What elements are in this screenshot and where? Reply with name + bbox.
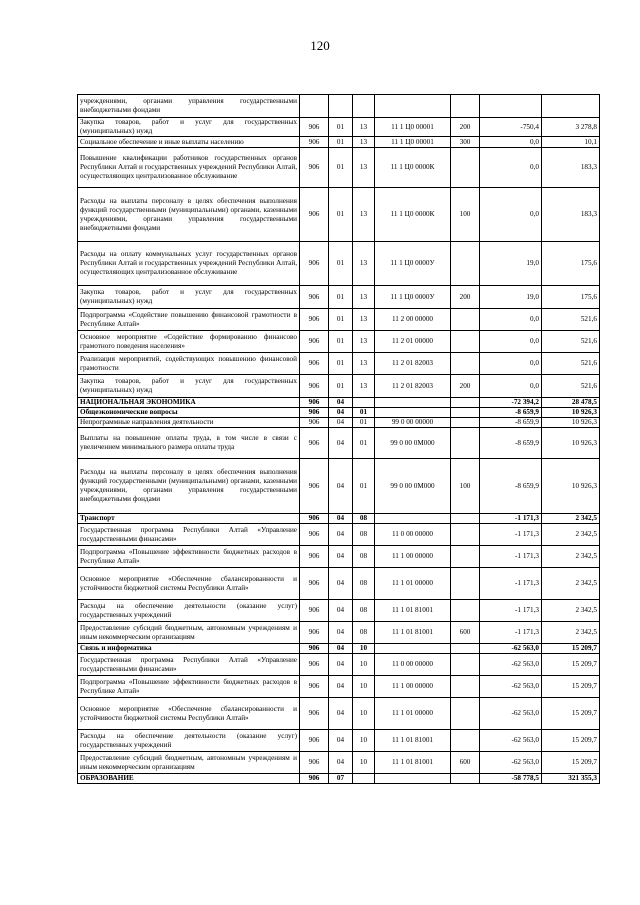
page-number: 120 <box>310 38 330 53</box>
subsection-code: 13 <box>353 148 375 188</box>
expense-type-code: 300 <box>451 137 480 148</box>
row-label: Государственная программа Республики Алтай «Управление государственными финансами» <box>78 654 300 676</box>
table-row <box>78 730 600 752</box>
subsection-code: 13 <box>353 331 375 353</box>
section-code: 04 <box>329 600 353 622</box>
section-code: 04 <box>329 524 353 546</box>
section-code: 01 <box>329 148 353 188</box>
subsection-code: 08 <box>353 622 375 644</box>
subsection-code: 10 <box>353 698 375 730</box>
expense-type-code <box>451 676 480 698</box>
total-amount: 175,6 <box>542 242 600 286</box>
change-amount: 0,0 <box>480 353 542 375</box>
expense-type-code <box>451 524 480 546</box>
row-label: Социальное обеспечение и иные выплаты населению <box>78 137 300 148</box>
table-row <box>78 676 600 698</box>
expense-type-code <box>451 546 480 568</box>
grbs-code: 906 <box>300 774 329 784</box>
section-code: 07 <box>329 774 353 784</box>
change-amount: -62 563,0 <box>480 730 542 752</box>
section-code: 04 <box>329 408 353 418</box>
change-amount: -8 659,9 <box>480 459 542 514</box>
change-amount: -1 171,3 <box>480 622 542 644</box>
target-item-code: 11 1 00 00000 <box>375 676 451 698</box>
row-label: Закупка товаров, работ и услуг для государственных (муниципальных) нужд <box>78 375 300 398</box>
expense-type-code <box>451 148 480 188</box>
target-item-code <box>375 644 451 654</box>
expense-type-code: 200 <box>451 375 480 398</box>
change-amount: -1 171,3 <box>480 546 542 568</box>
change-amount: 0,0 <box>480 375 542 398</box>
row-label: Подпрограмма «Повышение эффективности бюджетных расходов в Республике Алтай» <box>78 676 300 698</box>
table-row <box>78 188 600 242</box>
target-item-code <box>375 408 451 418</box>
change-amount: -8 659,9 <box>480 428 542 459</box>
total-amount: 521,6 <box>542 331 600 353</box>
row-label: НАЦИОНАЛЬНАЯ ЭКОНОМИКА <box>78 398 300 408</box>
expense-type-code <box>451 568 480 600</box>
change-amount: -62 563,0 <box>480 644 542 654</box>
grbs-code: 906 <box>300 309 329 331</box>
total-amount: 15 209,7 <box>542 644 600 654</box>
grbs-code: 906 <box>300 730 329 752</box>
target-item-code: 99 0 00 0М000 <box>375 428 451 459</box>
row-label: Закупка товаров, работ и услуг для государственных (муниципальных) нужд <box>78 286 300 309</box>
table-row <box>78 698 600 730</box>
row-label: Непрограммные направления деятельности <box>78 418 300 428</box>
row-label: Транспорт <box>78 514 300 524</box>
section-code: 01 <box>329 286 353 309</box>
target-item-code: 99 0 00 0М000 <box>375 459 451 514</box>
grbs-code: 906 <box>300 375 329 398</box>
table-row <box>78 428 600 459</box>
change-amount: -1 171,3 <box>480 568 542 600</box>
target-item-code: 99 0 00 00000 <box>375 418 451 428</box>
grbs-code: 906 <box>300 408 329 418</box>
expense-type-code <box>451 644 480 654</box>
table-row <box>78 148 600 188</box>
subsection-code: 13 <box>353 242 375 286</box>
table-row <box>78 752 600 774</box>
section-code: 04 <box>329 730 353 752</box>
total-amount: 28 478,5 <box>542 398 600 408</box>
total-amount: 15 209,7 <box>542 752 600 774</box>
row-label: Предоставление субсидий бюджетным, автономным учреждениям и иным некоммерческим организациям <box>78 622 300 644</box>
target-item-code: 11 1 Ц0 0000К <box>375 148 451 188</box>
table-row <box>78 654 600 676</box>
subsection-code <box>353 774 375 784</box>
total-amount: 183,3 <box>542 188 600 242</box>
change-amount: 19,0 <box>480 242 542 286</box>
target-item-code: 11 1 01 00000 <box>375 568 451 600</box>
row-label: Закупка товаров, работ и услуг для государственных (муниципальных) нужд <box>78 118 300 137</box>
change-amount: -62 563,0 <box>480 676 542 698</box>
grbs-code: 906 <box>300 654 329 676</box>
section-code: 04 <box>329 676 353 698</box>
row-label: учреждениями, органами управления государственными внебюджетными фондами <box>78 95 300 118</box>
expense-type-code <box>451 408 480 418</box>
target-item-code: 11 2 00 00000 <box>375 309 451 331</box>
target-item-code: 11 1 01 81001 <box>375 622 451 644</box>
row-label: Выплаты на повышение оплаты труда, в том числе в связи с увеличением минимального размера оплаты труда <box>78 428 300 459</box>
total-amount: 15 209,7 <box>542 654 600 676</box>
table-row <box>78 95 600 118</box>
expense-type-code <box>451 698 480 730</box>
row-label: Реализация мероприятий, содействующих повышению финансовой грамотности <box>78 353 300 375</box>
target-item-code: 11 1 00 00000 <box>375 546 451 568</box>
target-item-code <box>375 774 451 784</box>
total-amount: 521,6 <box>542 353 600 375</box>
total-amount: 10 926,3 <box>542 428 600 459</box>
table-row <box>78 375 600 398</box>
section-code: 04 <box>329 568 353 600</box>
table-row <box>78 118 600 137</box>
target-item-code: 11 0 00 00000 <box>375 524 451 546</box>
target-item-code: 11 1 01 00000 <box>375 698 451 730</box>
subsection-code: 13 <box>353 188 375 242</box>
expense-type-code <box>451 309 480 331</box>
grbs-code: 906 <box>300 514 329 524</box>
change-amount: -8 659,9 <box>480 418 542 428</box>
change-amount: 19,0 <box>480 286 542 309</box>
section-code: 01 <box>329 188 353 242</box>
target-item-code: 11 1 Ц0 0000К <box>375 188 451 242</box>
row-label: Основное мероприятие «Обеспечение сбалансированности и устойчивости бюджетной системы Республики Алтай» <box>78 698 300 730</box>
grbs-code: 906 <box>300 622 329 644</box>
subsection-code: 10 <box>353 752 375 774</box>
total-amount: 10 926,3 <box>542 459 600 514</box>
subsection-code: 01 <box>353 408 375 418</box>
target-item-code: 11 2 01 82003 <box>375 353 451 375</box>
expense-type-code <box>451 418 480 428</box>
target-item-code <box>375 514 451 524</box>
subsection-code: 01 <box>353 418 375 428</box>
section-code: 01 <box>329 331 353 353</box>
row-label: Расходы на выплаты персоналу в целях обеспечения выполнения функций государственными (муниципальными) органами, казенными учреждениями, органами управления государственными внебюджетными фондами <box>78 459 300 514</box>
subsection-code: 01 <box>353 428 375 459</box>
row-label: Расходы на обеспечение деятельности (оказание услуг) государственных учреждений <box>78 730 300 752</box>
total-amount: 2 342,5 <box>542 524 600 546</box>
grbs-code: 906 <box>300 398 329 408</box>
change-amount: 0,0 <box>480 137 542 148</box>
grbs-code: 906 <box>300 242 329 286</box>
expense-type-code <box>451 654 480 676</box>
grbs-code: 906 <box>300 524 329 546</box>
row-label: Расходы на оплату коммунальных услуг государственных органов Республики Алтай и государственных учреждений Республики Алтай, осуществляющих централизованное обслуживание <box>78 242 300 286</box>
total-amount: 2 342,5 <box>542 546 600 568</box>
subsection-code <box>353 95 375 118</box>
change-amount: -1 171,3 <box>480 600 542 622</box>
section-code: 01 <box>329 137 353 148</box>
expense-type-code: 600 <box>451 622 480 644</box>
table-row <box>78 524 600 546</box>
change-amount: -62 563,0 <box>480 698 542 730</box>
grbs-code: 906 <box>300 644 329 654</box>
change-amount <box>480 95 542 118</box>
row-label: Расходы на обеспечение деятельности (оказание услуг) государственных учреждений <box>78 600 300 622</box>
total-amount <box>542 95 600 118</box>
target-item-code: 11 1 Ц0 0000У <box>375 242 451 286</box>
section-code: 04 <box>329 698 353 730</box>
target-item-code: 11 2 01 82003 <box>375 375 451 398</box>
grbs-code: 906 <box>300 428 329 459</box>
target-item-code: 11 0 00 00000 <box>375 654 451 676</box>
section-code: 04 <box>329 622 353 644</box>
section-code <box>329 95 353 118</box>
total-amount: 15 209,7 <box>542 730 600 752</box>
grbs-code: 906 <box>300 137 329 148</box>
expense-type-code <box>451 514 480 524</box>
grbs-code: 906 <box>300 418 329 428</box>
subsection-code: 13 <box>353 375 375 398</box>
change-amount: 0,0 <box>480 331 542 353</box>
grbs-code: 906 <box>300 459 329 514</box>
table-row <box>78 408 600 418</box>
expense-type-code: 100 <box>451 459 480 514</box>
row-label: Связь и информатика <box>78 644 300 654</box>
table-row <box>78 309 600 331</box>
subsection-code: 08 <box>353 546 375 568</box>
section-code: 04 <box>329 459 353 514</box>
total-amount: 15 209,7 <box>542 676 600 698</box>
grbs-code: 906 <box>300 546 329 568</box>
subsection-code: 01 <box>353 459 375 514</box>
section-code: 01 <box>329 309 353 331</box>
target-item-code <box>375 95 451 118</box>
subsection-code <box>353 398 375 408</box>
row-label: Государственная программа Республики Алтай «Управление государственными финансами» <box>78 524 300 546</box>
change-amount: -750,4 <box>480 118 542 137</box>
expense-type-code: 100 <box>451 188 480 242</box>
expense-type-code <box>451 353 480 375</box>
expense-type-code <box>451 600 480 622</box>
target-item-code: 11 1 01 81001 <box>375 752 451 774</box>
subsection-code: 10 <box>353 730 375 752</box>
change-amount: -72 394,2 <box>480 398 542 408</box>
grbs-code: 906 <box>300 676 329 698</box>
subsection-code: 08 <box>353 600 375 622</box>
row-label: Предоставление субсидий бюджетным, автономным учреждениям и иным некоммерческим организациям <box>78 752 300 774</box>
table-row <box>78 418 600 428</box>
expense-type-code: 200 <box>451 286 480 309</box>
table-row <box>78 622 600 644</box>
table-row <box>78 353 600 375</box>
table-row <box>78 398 600 408</box>
grbs-code: 906 <box>300 698 329 730</box>
table-row <box>78 459 600 514</box>
table-row <box>78 774 600 784</box>
change-amount: -62 563,0 <box>480 654 542 676</box>
table-row <box>78 137 600 148</box>
total-amount: 175,6 <box>542 286 600 309</box>
row-label: ОБРАЗОВАНИЕ <box>78 774 300 784</box>
target-item-code: 11 1 Ц0 0000У <box>375 286 451 309</box>
row-label: Основное мероприятие «Обеспечение сбалансированности и устойчивости бюджетной системы Республики Алтай» <box>78 568 300 600</box>
total-amount: 2 342,5 <box>542 622 600 644</box>
subsection-code: 10 <box>353 654 375 676</box>
grbs-code: 906 <box>300 118 329 137</box>
change-amount: -8 659,9 <box>480 408 542 418</box>
table-row <box>78 546 600 568</box>
target-item-code: 11 2 01 00000 <box>375 331 451 353</box>
subsection-code: 10 <box>353 644 375 654</box>
expense-type-code <box>451 398 480 408</box>
total-amount: 10 926,3 <box>542 408 600 418</box>
change-amount: -58 778,5 <box>480 774 542 784</box>
grbs-code <box>300 95 329 118</box>
total-amount: 2 342,5 <box>542 568 600 600</box>
section-code: 04 <box>329 644 353 654</box>
change-amount: 0,0 <box>480 188 542 242</box>
subsection-code: 13 <box>353 137 375 148</box>
section-code: 01 <box>329 353 353 375</box>
grbs-code: 906 <box>300 568 329 600</box>
section-code: 01 <box>329 242 353 286</box>
section-code: 04 <box>329 752 353 774</box>
total-amount: 2 342,5 <box>542 514 600 524</box>
total-amount: 521,6 <box>542 309 600 331</box>
budget-table <box>77 94 600 784</box>
total-amount: 10 926,3 <box>542 418 600 428</box>
expense-type-code <box>451 95 480 118</box>
section-code: 04 <box>329 398 353 408</box>
section-code: 04 <box>329 514 353 524</box>
total-amount: 3 278,8 <box>542 118 600 137</box>
expense-type-code: 200 <box>451 118 480 137</box>
subsection-code: 08 <box>353 524 375 546</box>
total-amount: 183,3 <box>542 148 600 188</box>
subsection-code: 08 <box>353 514 375 524</box>
row-label: Общеэкономические вопросы <box>78 408 300 418</box>
target-item-code: 11 1 Ц0 00001 <box>375 118 451 137</box>
grbs-code: 906 <box>300 353 329 375</box>
grbs-code: 906 <box>300 752 329 774</box>
row-label: Подпрограмма «Содействие повышению финансовой грамотности в Республике Алтай» <box>78 309 300 331</box>
table-row <box>78 644 600 654</box>
subsection-code: 13 <box>353 118 375 137</box>
total-amount: 15 209,7 <box>542 698 600 730</box>
row-label: Расходы на выплаты персоналу в целях обеспечения выполнения функций государственными (муниципальными) органами, казенными учреждениями, органами управления государственными внебюджетными фондами <box>78 188 300 242</box>
expense-type-code <box>451 428 480 459</box>
change-amount: -1 171,3 <box>480 514 542 524</box>
section-code: 04 <box>329 418 353 428</box>
row-label: Основное мероприятие «Содействие формированию финансово грамотного поведения населения» <box>78 331 300 353</box>
table-row <box>78 514 600 524</box>
subsection-code: 13 <box>353 286 375 309</box>
expense-type-code <box>451 730 480 752</box>
expense-type-code: 600 <box>451 752 480 774</box>
expense-type-code <box>451 331 480 353</box>
expense-type-code <box>451 242 480 286</box>
table-row <box>78 242 600 286</box>
grbs-code: 906 <box>300 188 329 242</box>
total-amount: 321 355,3 <box>542 774 600 784</box>
change-amount: 0,0 <box>480 309 542 331</box>
target-item-code: 11 1 Ц0 00001 <box>375 137 451 148</box>
grbs-code: 906 <box>300 600 329 622</box>
subsection-code: 08 <box>353 568 375 600</box>
table-row <box>78 331 600 353</box>
table-row <box>78 600 600 622</box>
row-label: Подпрограмма «Повышение эффективности бюджетных расходов в Республике Алтай» <box>78 546 300 568</box>
grbs-code: 906 <box>300 286 329 309</box>
grbs-code: 906 <box>300 331 329 353</box>
section-code: 01 <box>329 375 353 398</box>
subsection-code: 10 <box>353 676 375 698</box>
total-amount: 2 342,5 <box>542 600 600 622</box>
section-code: 04 <box>329 546 353 568</box>
total-amount: 521,6 <box>542 375 600 398</box>
target-item-code: 11 1 01 81001 <box>375 600 451 622</box>
table-row <box>78 568 600 600</box>
expense-type-code <box>451 774 480 784</box>
row-label: Повышение квалификации работников государственных органов Республики Алтай и государственных учреждений Республики Алтай, осуществляющих централизованное обслуживание <box>78 148 300 188</box>
section-code: 01 <box>329 118 353 137</box>
change-amount: -1 171,3 <box>480 524 542 546</box>
target-item-code: 11 1 01 81001 <box>375 730 451 752</box>
target-item-code <box>375 398 451 408</box>
change-amount: 0,0 <box>480 148 542 188</box>
section-code: 04 <box>329 428 353 459</box>
subsection-code: 13 <box>353 309 375 331</box>
grbs-code: 906 <box>300 148 329 188</box>
section-code: 04 <box>329 654 353 676</box>
change-amount: -62 563,0 <box>480 752 542 774</box>
total-amount: 10,1 <box>542 137 600 148</box>
table-row <box>78 286 600 309</box>
subsection-code: 13 <box>353 353 375 375</box>
